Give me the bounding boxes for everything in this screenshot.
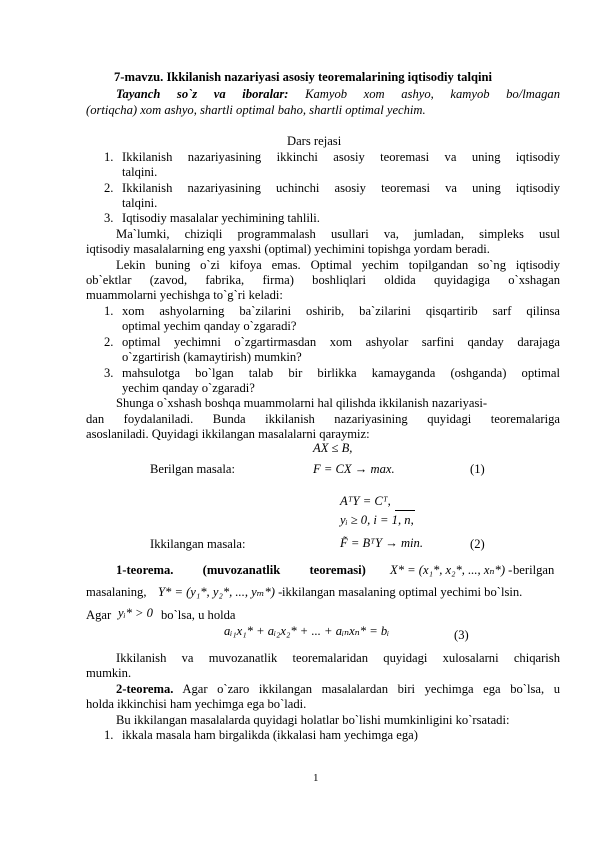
question-1-line2: optimal yechim qanday o`zgaradi? bbox=[122, 319, 297, 333]
theorem-1-text-2a: masalaning, bbox=[86, 585, 147, 599]
conclusion-line1: Ikkilanish va muvozanatlik teoremalaridan quyidagi xulosalarni chiqarish bbox=[116, 651, 560, 665]
theorem-1-name-2: teoremasi) bbox=[309, 563, 366, 577]
question-number: 1. bbox=[104, 304, 114, 318]
theorem-1-text-3a: Agar bbox=[86, 608, 112, 622]
plan-item-number: 3. bbox=[104, 211, 114, 225]
paragraph-2-line2: ob`ektlar (zavod, fabrika, firma) boshliqlari oldida quyidagiga o`xshagan bbox=[86, 273, 560, 287]
equation-tag-3: (3) bbox=[454, 628, 469, 642]
theorem-1-label: 1-teorema. bbox=[116, 563, 174, 577]
plan-title: Dars rejasi bbox=[287, 134, 342, 148]
plan-item-2-line1: Ikkilanish nazariyasining uchinchi asosiy teoremasi va uning iqtisodiy bbox=[122, 181, 560, 195]
paragraph-1-line2: iqtisodiy masalalarning eng yaxshi (optimal) yechimini topishga yordam beradi. bbox=[86, 242, 490, 256]
question-2-line2: o`zgartirish (kamaytirish) mumkin? bbox=[122, 350, 302, 364]
positivity-condition: yᵢ* > 0 bbox=[118, 606, 153, 620]
paragraph-3-line2: dan foydalaniladi. Bunda ikkilanish nazariyasining quyidagi teoremalariga bbox=[86, 412, 560, 426]
theorem-1-line1 bbox=[116, 563, 366, 578]
theorem-2-line1 bbox=[116, 682, 560, 697]
dual-nonnegativity: yᵢ ≥ 0, i = 1, n, bbox=[340, 513, 414, 527]
conclusion-line2: mumkin. bbox=[86, 666, 132, 680]
dual-label: Ikkilangan masala: bbox=[150, 537, 246, 551]
theorem-1-name: (muvozanatlik bbox=[202, 563, 281, 577]
plan-item-2-line2: talqini. bbox=[122, 196, 158, 210]
equilibrium-equation: aᵢ₁x₁* + aᵢ₂x₂* + ... + aᵢₙxₙ* = bᵢ bbox=[224, 624, 390, 638]
question-2-line1: optimal yechimni o`zgartirmasdan xom ashyolar sarfini qanday darajaga bbox=[122, 335, 560, 349]
question-1-line1: xom ashyolarning ba`zilarini oshirib, ba`zilarini qisqartirib sarf qilinsa bbox=[122, 304, 560, 318]
question-number: 3. bbox=[104, 366, 114, 380]
paragraph-2-line1: Lekin buning o`zi kifoya emas. Optimal yechim topilgandan so`ng iqtisodiy bbox=[116, 258, 560, 272]
theorem-1-text-3b: bo`lsa, u holda bbox=[161, 608, 236, 622]
paragraph-1-line1: Ma`lumki, chiziqli programmalash usullari va, jumladan, simpleks usul bbox=[116, 227, 560, 241]
paragraph-2-line3: muammolarni yechishga to`g`ri keladi: bbox=[86, 288, 283, 302]
paragraph-3-line3: asoslaniladi. Quyidagi ikkilangan masalalarni qaraymiz: bbox=[86, 427, 370, 441]
question-3-line1: mahsulotga bo`lgan talab bir birlikka kamayganda (oshganda) optimal bbox=[122, 366, 560, 380]
plan-item-3-line1: Iqtisodiy masalalar yechimining tahlili. bbox=[122, 211, 320, 225]
theorem-2-line2: holda ikkinchisi ham yechimga ega bo`ladi. bbox=[86, 697, 307, 711]
plan-item-1-line2: talqini. bbox=[122, 165, 158, 179]
keywords-label: Tayanch so`z va iboralar: bbox=[116, 87, 289, 101]
theorem-2-text: Agar o`zaro ikkilangan masalalardan biri yechimga ega bo`lsa, u bbox=[182, 682, 560, 696]
equation-tag-1: (1) bbox=[470, 462, 485, 476]
cases-intro: Bu ikkilangan masalalarda quyidagi holatlar bo`lishi mumkinligini ko`rsatadi: bbox=[116, 713, 510, 727]
question-number: 2. bbox=[104, 335, 114, 349]
theorem-2-label: 2-teorema. bbox=[116, 682, 174, 696]
keywords-text-1: Kamyob xom ashyo, kamyob bo/lmagan bbox=[305, 87, 561, 101]
overline-mark bbox=[395, 510, 415, 511]
case-number: 1. bbox=[104, 728, 114, 742]
theorem-1-text-2b: ikkilangan masalaning optimal yechimi bo`lsin. bbox=[282, 585, 523, 599]
page-number: 1 bbox=[313, 772, 319, 784]
primal-label: Berilgan masala: bbox=[150, 462, 235, 476]
paragraph-3-line1: Shunga o`xshash boshqa muammolarni hal qilishda ikkilanish nazariyasi- bbox=[116, 396, 488, 410]
keywords-line-1 bbox=[86, 87, 560, 102]
primal-constraint: AX ≤ B, bbox=[313, 441, 353, 455]
plan-item-number: 2. bbox=[104, 181, 114, 195]
primal-objective: F = CX → max. bbox=[313, 462, 395, 476]
plan-item-1-line1: Ikkilanish nazariyasining ikkinchi asosiy teoremasi va uning iqtisodiy bbox=[122, 150, 560, 164]
dual-objective: F̃ = BᵀY → min. bbox=[340, 536, 423, 550]
case-1-text: ikkala masala ham birgalikda (ikkalasi ham yechimga ega) bbox=[122, 728, 418, 742]
dual-constraint: AᵀY = Cᵀ, bbox=[340, 494, 391, 508]
optimal-primal-vector: X* = (x₁*, x₂*, ..., xₙ*) - bbox=[390, 563, 513, 577]
keywords-line-2: (ortiqcha) xom ashyo, shartli optimal baho, shartli optimal yechim. bbox=[86, 103, 426, 117]
plan-item-number: 1. bbox=[104, 150, 114, 164]
optimal-dual-vector: Y* = (y₁*, y₂*, ..., yₘ*) - bbox=[158, 585, 283, 599]
lesson-title: 7-mavzu. Ikkilanish nazariyasi asosiy teoremalarining iqtisodiy talqini bbox=[114, 70, 492, 84]
question-3-line2: yechim qanday o`zgaradi? bbox=[122, 381, 255, 395]
equation-tag-2: (2) bbox=[470, 537, 485, 551]
theorem-1-text-1: berilgan bbox=[513, 563, 555, 577]
